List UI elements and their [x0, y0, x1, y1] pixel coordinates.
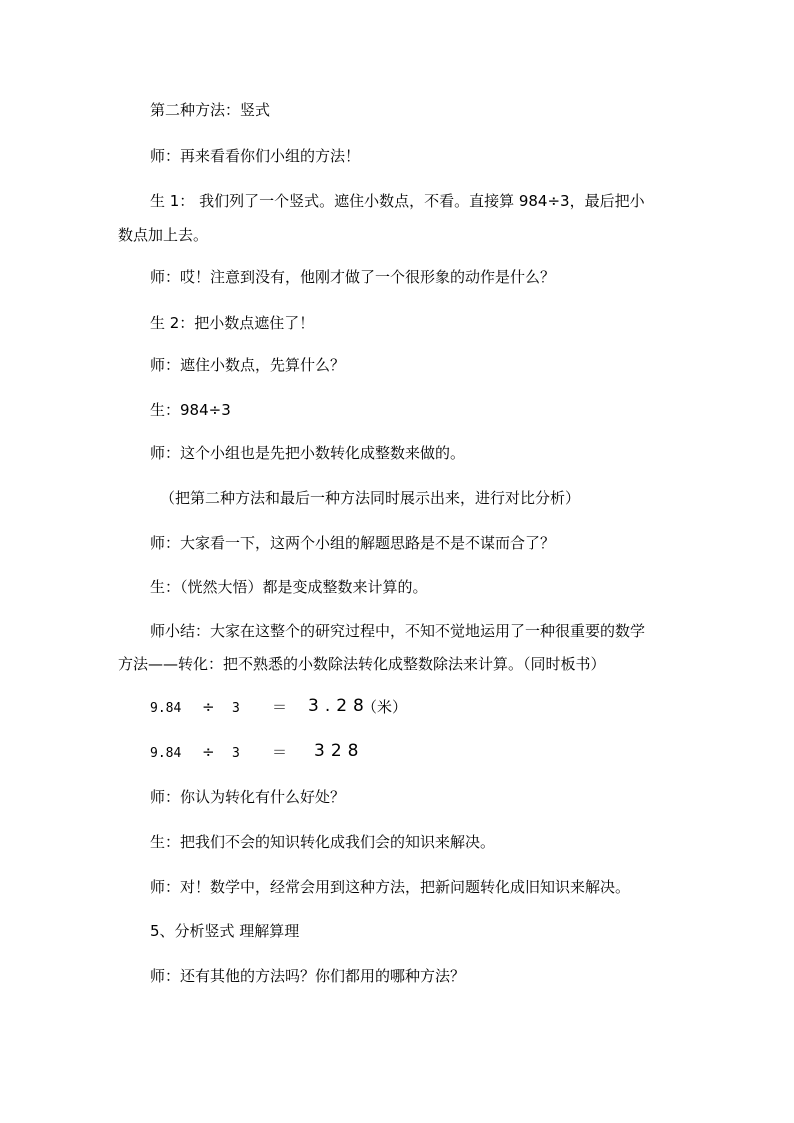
equals-sign: ＝ — [272, 743, 288, 761]
student-line: 生：把我们不会的知识转化成我们会的知识来解决。 — [150, 833, 496, 851]
equation-divisor: 3 — [232, 701, 240, 716]
division-sign: ÷ — [202, 698, 215, 716]
equals-sign: ＝ — [272, 698, 288, 716]
equation-row-1 — [150, 697, 450, 721]
equation-divisor: 3 — [232, 746, 240, 761]
student-1-line-continued: 数点加上去。 — [118, 226, 209, 244]
teacher-line: 师：大家看一下，这两个小组的解题思路是不是不谋而合了？ — [150, 534, 556, 552]
teacher-line: 师：对！数学中，经常会用到这种方法，把新问题转化成旧知识来解决。 — [150, 878, 631, 896]
teacher-summary-line: 师小结：大家在这整个的研究过程中，不知不觉地运用了一种很重要的数学 — [150, 622, 646, 640]
equation-dividend: 9.84 — [150, 701, 182, 716]
heading-method-two: 第二种方法：竖式 — [150, 101, 271, 119]
student-1-line: 生 1： 我们列了一个竖式。遮住小数点，不看。直接算 984÷3，最后把小 — [150, 192, 645, 210]
teacher-line: 师：再来看看你们小组的方法！ — [150, 147, 361, 165]
teacher-line: 师：你认为转化有什么好处？ — [150, 788, 346, 806]
section-heading: 5、分析竖式 理解算理 — [150, 922, 300, 940]
equation-result: 328 — [314, 741, 365, 761]
teacher-line: 师：还有其他的方法吗？你们都用的哪种方法？ — [150, 967, 466, 985]
student-2-line: 生 2：把小数点遮住了！ — [150, 314, 315, 332]
stage-direction: （把第二种方法和最后一种方法同时展示出来，进行对比分析） — [160, 489, 581, 507]
teacher-line: 师：哎！注意到没有，他刚才做了一个很形象的动作是什么？ — [150, 268, 556, 286]
equation-result: 3.28 — [308, 696, 370, 716]
student-line: 生：984÷3 — [150, 401, 231, 419]
equation-row-2 — [150, 742, 450, 766]
teacher-line: 师：遮住小数点，先算什么？ — [150, 356, 346, 374]
equation-unit: （米） — [362, 698, 408, 716]
teacher-line: 师：这个小组也是先把小数转化成整数来做的。 — [150, 444, 466, 462]
division-sign: ÷ — [202, 743, 215, 761]
student-line: 生：（恍然大悟）都是变成整数来计算的。 — [150, 578, 428, 596]
equation-dividend: 9.84 — [150, 746, 182, 761]
teacher-summary-line-continued: 方法——转化：把不熟悉的小数除法转化成整数除法来计算。（同时板书） — [118, 655, 606, 673]
